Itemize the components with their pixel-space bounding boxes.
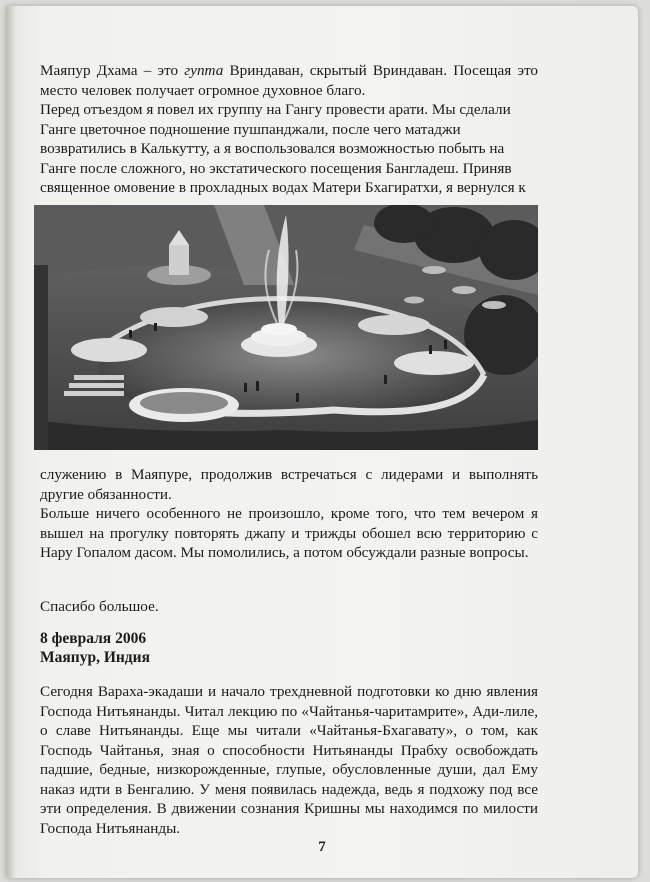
- entry-heading: [40, 629, 538, 667]
- page-number: 7: [318, 839, 326, 855]
- book-page: [6, 6, 638, 878]
- paragraph1-end: Вриндаван, скрытый Вриндаван. Посещая это место человек получает огромное духовное благо.: [40, 62, 538, 99]
- entry-place: Маяпур, Индия: [40, 649, 150, 666]
- text-block-top: [40, 61, 538, 217]
- paragraph-ganga-arati: Перед отъездом я повел их группу на Гангу провести арати. Мы сделали Ганге цветочное подношение пушпанджали, после чего матаджи возвратились в Калькутту, а я воспользовался возможностью побыть на Ганге после сложного, но экстатического посещения Бангладеш. Приняв священное омовение в прохладных водах Матери Бхагиратхи, я вернулся к: [40, 101, 526, 196]
- text-block-bottom: [40, 682, 538, 838]
- fountain-garden-photo: [34, 205, 538, 450]
- thanks-text: Спасибо большое.: [40, 598, 159, 615]
- paragraph-evening-japa: Больше ничего особенного не произошло, кроме того, что тем вечером я вышел на прогулку повторять джапу и трижды обошел всю территорию с Нару Гопалом дасом. Мы помолились, а потом обсуждали разные вопросы.: [40, 505, 538, 561]
- paragraph1-italic-word: гупта: [184, 62, 224, 79]
- thanks-line: [40, 597, 538, 617]
- paragraph1-start: Маяпур Дхама – это: [40, 62, 185, 79]
- paragraph-mayapur-dhama: [40, 61, 538, 100]
- text-block-middle: [40, 465, 538, 563]
- paragraph-service-mayapur: служению в Маяпуре, продолжив встречаться с лидерами и выполнять другие обязанности.: [40, 466, 538, 503]
- paragraph-varaha-ekadashi: Сегодня Вараха-экадаши и начало трехдневной подготовки ко дню явления Господа Нитьянанды. Читал лекцию по «Чайтанья-чаритамрите», Ади-лиле, о славе Нитьянанды. Еще мы читали «Чайтанья-Бхагавату», о том, как Господь Чайтанья, зная о способности Нитьянанды Прабху освобождать падшие, бедные, низкорожденные, глупые, обусловленные души, дал Ему наказ идти в Бенгалию. У меня появилась надежда, ведь я подхожу под все эти определения. В движении сознания Кришны мы находимся по милости Господа Нитьянанды.: [40, 683, 538, 837]
- photo-illustration: [34, 205, 538, 450]
- entry-date: 8 февраля 2006: [40, 630, 147, 647]
